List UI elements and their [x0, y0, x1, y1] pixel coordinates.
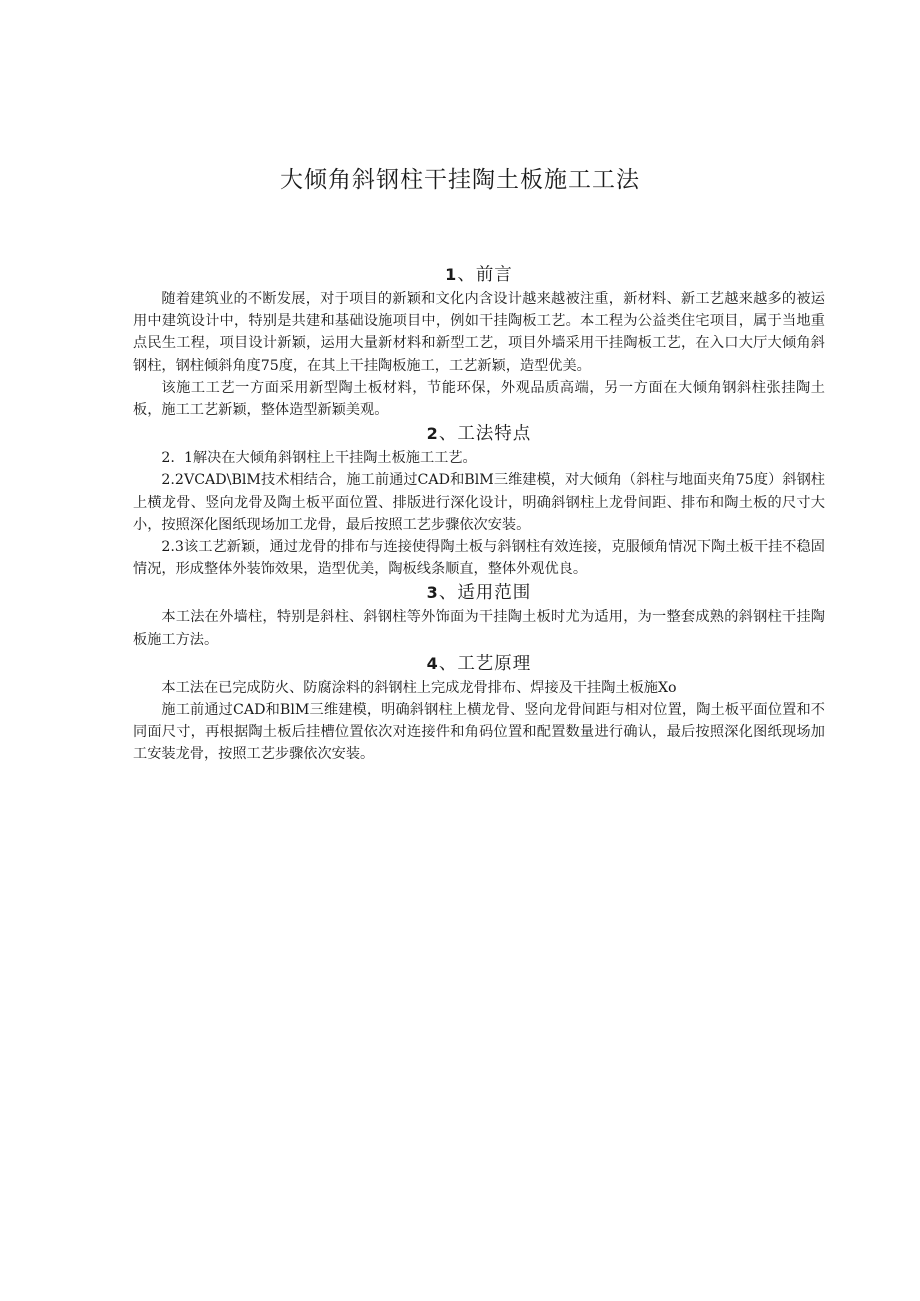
section-separator: 、 — [438, 424, 458, 445]
paragraph: 2. 1解决在大倾角斜钢柱上干挂陶土板施工工艺。 — [161, 450, 477, 467]
section-title: 工艺原理 — [457, 653, 532, 674]
paragraph: 本工法在外墙柱，特别是斜柱、斜钢柱等外饰面为干挂陶土板时尤为适用，为一整套成熟的斜钢柱干挂陶板施工方法。 — [133, 609, 825, 648]
paragraph: 施工前通过CAD和BlM三维建模，明确斜钢柱上横龙骨、竖向龙骨间距与相对位置，陶土板平面位置和不同面尺寸，再根据陶土板后挂槽位置依次对连接件和角码位置和配置数量进行确认，最后按照深化图纸现场加工安装龙骨，按照工艺步骤依次安装。 — [133, 702, 825, 763]
section-heading — [133, 580, 825, 606]
section-number: 4 — [426, 653, 439, 673]
section-number: 2 — [426, 424, 439, 444]
section-features — [133, 421, 825, 580]
section-title: 适用范围 — [457, 583, 532, 604]
section-heading — [133, 651, 825, 677]
section-heading — [133, 421, 825, 447]
paragraph: 本工法在已完成防火、防腐涂料的斜钢柱上完成龙骨排布、焊接及干挂陶土板施Xo — [161, 679, 677, 696]
section-title: 工法特点 — [457, 424, 532, 445]
paragraph: 该施工工艺一方面采用新型陶土板材料，节能环保，外观品质高端，另一方面在大倾角钢斜柱张挂陶土板，施工工艺新颖，整体造型新颖美观。 — [133, 379, 825, 419]
section-separator: 、 — [457, 265, 476, 285]
paragraph: 2.2VCAD\BlM技术相结合，施工前通过CAD和BlM三维建模，对大倾角（斜柱与地面夹角75度）斜钢柱上横龙骨、竖向龙骨及陶土板平面位置、排版进行深化设计，明确斜钢柱上龙骨间距、排布和陶土板的尺寸大小，按照深化图纸现场加工龙骨，最后按照工艺步骤依次安装。 — [133, 472, 825, 533]
section-principle — [133, 651, 825, 766]
section-scope — [133, 580, 825, 650]
paragraph: 随着建筑业的不断发展，对于项目的新颖和文化内含设计越来越被注重，新材料、新工艺越来越多的被运用中建筑设计中，特别是共建和基础设施项目中，例如干挂陶板工艺。本工程为公益类住宅项目，属于当地重点民生工程，项目设计新颖，运用大量新材料和新型工艺，项目外墙采用干挂陶板工艺，在入口大厅大倾角斜钢柱，钢柱倾斜角度75度，在其上干挂陶板施工，工艺新颖，造型优美。 — [133, 291, 825, 374]
section-number: 3 — [426, 583, 439, 603]
paragraph: 2.3该工艺新颖，通过龙骨的排布与连接使得陶土板与斜钢柱有效连接，克服倾角情况下陶土板干挂不稳固情况，形成整体外装饰效果，造型优美，陶板线条顺直，整体外观优良。 — [133, 539, 825, 578]
section-heading — [133, 262, 825, 288]
document-body — [133, 262, 825, 766]
document-title: 大倾角斜钢柱干挂陶土板施工工法 — [280, 167, 640, 193]
section-preface — [133, 262, 825, 421]
section-number: 1 — [445, 265, 458, 284]
section-separator: 、 — [438, 653, 458, 674]
section-separator: 、 — [438, 583, 458, 604]
section-title: 前言 — [475, 265, 513, 285]
